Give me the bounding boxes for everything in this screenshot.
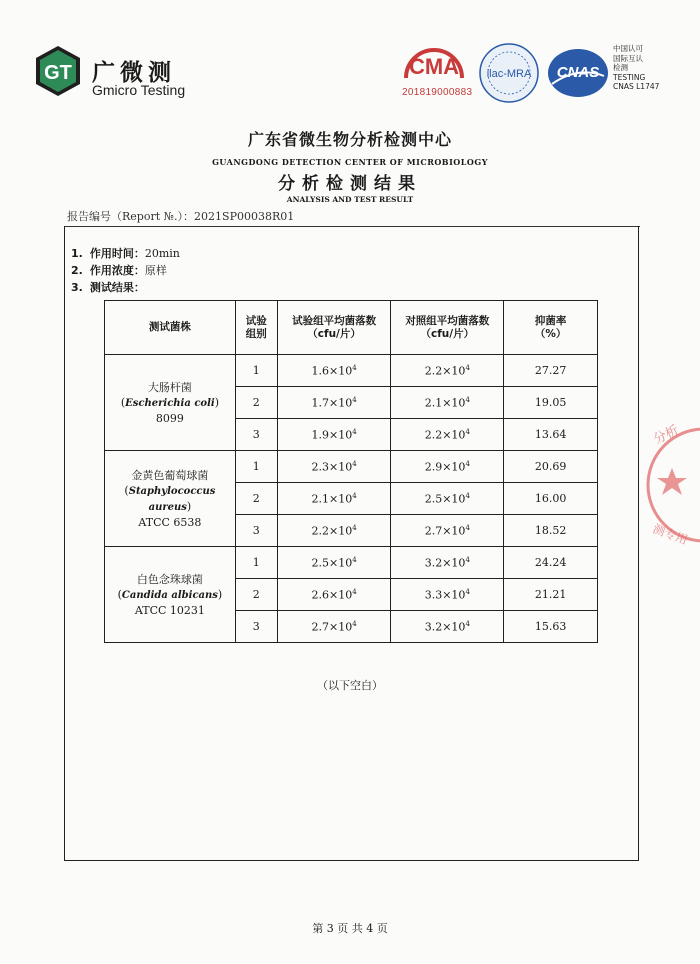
col-strain: 测试菌株 xyxy=(105,301,236,355)
report-number: 报告编号（Report №.）：2021SP00038R01 xyxy=(67,210,295,223)
cert-line-3: 检测 xyxy=(613,63,628,72)
ilac-mra-logo-icon xyxy=(477,42,541,104)
test-count-cell: $2.5\times 10^4$ xyxy=(277,547,391,579)
center-name-cn: 广东省微生物分析检测中心 xyxy=(247,130,452,149)
rate-cell: 27.27 xyxy=(504,355,598,387)
cnas-logo-icon xyxy=(546,46,610,102)
group-cell: 3 xyxy=(235,611,277,643)
test-count-cell: $1.9\times 10^4$ xyxy=(277,419,391,451)
results-table xyxy=(104,300,598,643)
group-cell: 2 xyxy=(235,579,277,611)
gt-logo-icon xyxy=(32,45,84,97)
info-3-label: 测试结果： xyxy=(89,281,145,294)
col-test-count: 试验组平均菌落数 （cfu/片） xyxy=(277,301,391,355)
control-count-cell: $2.2\times 10^4$ xyxy=(391,355,504,387)
control-count-cell: $3.2\times 10^4$ xyxy=(391,547,504,579)
rate-cell: 15.63 xyxy=(504,611,598,643)
control-count-cell: $3.3\times 10^4$ xyxy=(391,579,504,611)
group-cell: 2 xyxy=(235,483,277,515)
test-count-cell: $1.7\times 10^4$ xyxy=(277,387,391,419)
group-cell: 1 xyxy=(235,355,277,387)
rate-cell: 21.21 xyxy=(504,579,598,611)
gt-logo-mark: GT xyxy=(44,62,72,84)
organism-latin: Escherichia coli xyxy=(125,397,215,409)
control-count-cell: $2.2\times 10^4$ xyxy=(391,419,504,451)
table-header-row xyxy=(105,301,598,355)
center-name-en: GUANGDONG DETECTION CENTER OF MICROBIOLOGY xyxy=(212,157,488,167)
company-name-cn: 广微测 xyxy=(92,60,176,86)
cert-line-1: 中国认可 xyxy=(613,44,643,53)
info-duration xyxy=(71,247,180,261)
rate-cell: 20.69 xyxy=(504,451,598,483)
col-group: 试验 组别 xyxy=(235,301,277,355)
ilac-logo-text: ilac-MRA xyxy=(486,68,532,80)
organism-latin: Candida albicans xyxy=(121,589,218,601)
report-title-en: ANALYSIS AND TEST RESULT xyxy=(286,195,414,204)
info-2-label: 作用浓度： xyxy=(89,264,145,277)
group-cell: 1 xyxy=(235,451,277,483)
info-1-label: 作用时间： xyxy=(89,247,145,260)
organism-cell: 大肠杆菌 (Escherichia coli) 8099 xyxy=(105,355,236,451)
official-seal-icon xyxy=(642,420,700,550)
control-count-cell: $3.2\times 10^4$ xyxy=(391,611,504,643)
company-name-en: Gmicro Testing xyxy=(92,82,186,98)
col-inhibition-rate: 抑菌率 （%） xyxy=(504,301,598,355)
table-row xyxy=(105,451,598,483)
info-1-value: 20min xyxy=(144,247,180,260)
cnas-logo-text: CNAS xyxy=(556,64,600,81)
info-2-value: 原样 xyxy=(144,264,167,277)
test-count-cell: $1.6\times 10^4$ xyxy=(277,355,391,387)
test-count-cell: $2.6\times 10^4$ xyxy=(277,579,391,611)
organism-strain: ATCC 6538 xyxy=(138,515,202,529)
organism-strain: 8099 xyxy=(155,411,184,425)
test-count-cell: $2.3\times 10^4$ xyxy=(277,451,391,483)
col-control-count: 对照组平均菌落数 （cfu/片） xyxy=(391,301,504,355)
info-concentration xyxy=(71,264,167,278)
organism-strain: ATCC 10231 xyxy=(134,603,205,617)
svg-text:测专用: 测专用 xyxy=(650,521,690,548)
organism-cell: 白色念珠球菌 (Candida albicans) ATCC 10231 xyxy=(105,547,236,643)
rate-cell: 16.00 xyxy=(504,483,598,515)
group-cell: 1 xyxy=(235,547,277,579)
info-3-num: 3. xyxy=(71,281,83,294)
test-count-cell: $2.1\times 10^4$ xyxy=(277,483,391,515)
cma-number: 201819000883 xyxy=(402,87,473,98)
cert-line-4: TESTING xyxy=(613,72,646,82)
page-number: 第 3 页 共 4 页 xyxy=(312,922,388,935)
rate-cell: 18.52 xyxy=(504,515,598,547)
organism-name: 金黄色葡萄球菌 xyxy=(131,468,209,482)
test-count-cell: $2.2\times 10^4$ xyxy=(277,515,391,547)
group-cell: 2 xyxy=(235,387,277,419)
table-row xyxy=(105,355,598,387)
control-count-cell: $2.5\times 10^4$ xyxy=(391,483,504,515)
info-2-num: 2. xyxy=(71,264,83,277)
group-cell: 3 xyxy=(235,515,277,547)
group-cell: 3 xyxy=(235,419,277,451)
control-count-cell: $2.9\times 10^4$ xyxy=(391,451,504,483)
control-count-cell: $2.7\times 10^4$ xyxy=(391,515,504,547)
blank-below-note: （以下空白） xyxy=(317,679,383,692)
rate-cell: 13.64 xyxy=(504,419,598,451)
cert-line-5: CNAS L1747 xyxy=(613,82,660,91)
accreditation-text xyxy=(613,44,659,92)
test-count-cell: $2.7\times 10^4$ xyxy=(277,611,391,643)
organism-name: 白色念珠球菌 xyxy=(136,572,203,586)
cma-logo-icon xyxy=(402,44,466,84)
organism-name: 大肠杆菌 xyxy=(147,380,192,394)
svg-text:分析: 分析 xyxy=(651,423,682,448)
table-row xyxy=(105,547,598,579)
cert-line-2: 国际互认 xyxy=(613,53,643,63)
control-count-cell: $2.1\times 10^4$ xyxy=(391,387,504,419)
organism-cell: 金黄色葡萄球菌 (Staphylococcus aureus) ATCC 6538 xyxy=(105,451,236,547)
cma-logo-text: CMA xyxy=(408,54,460,79)
info-results xyxy=(71,281,145,295)
organism-latin: Staphylococcus aureus xyxy=(128,485,216,513)
info-1-num: 1. xyxy=(71,247,83,260)
report-title-cn: 分析检测结果 xyxy=(278,174,422,194)
rate-cell: 24.24 xyxy=(504,547,598,579)
rate-cell: 19.05 xyxy=(504,387,598,419)
